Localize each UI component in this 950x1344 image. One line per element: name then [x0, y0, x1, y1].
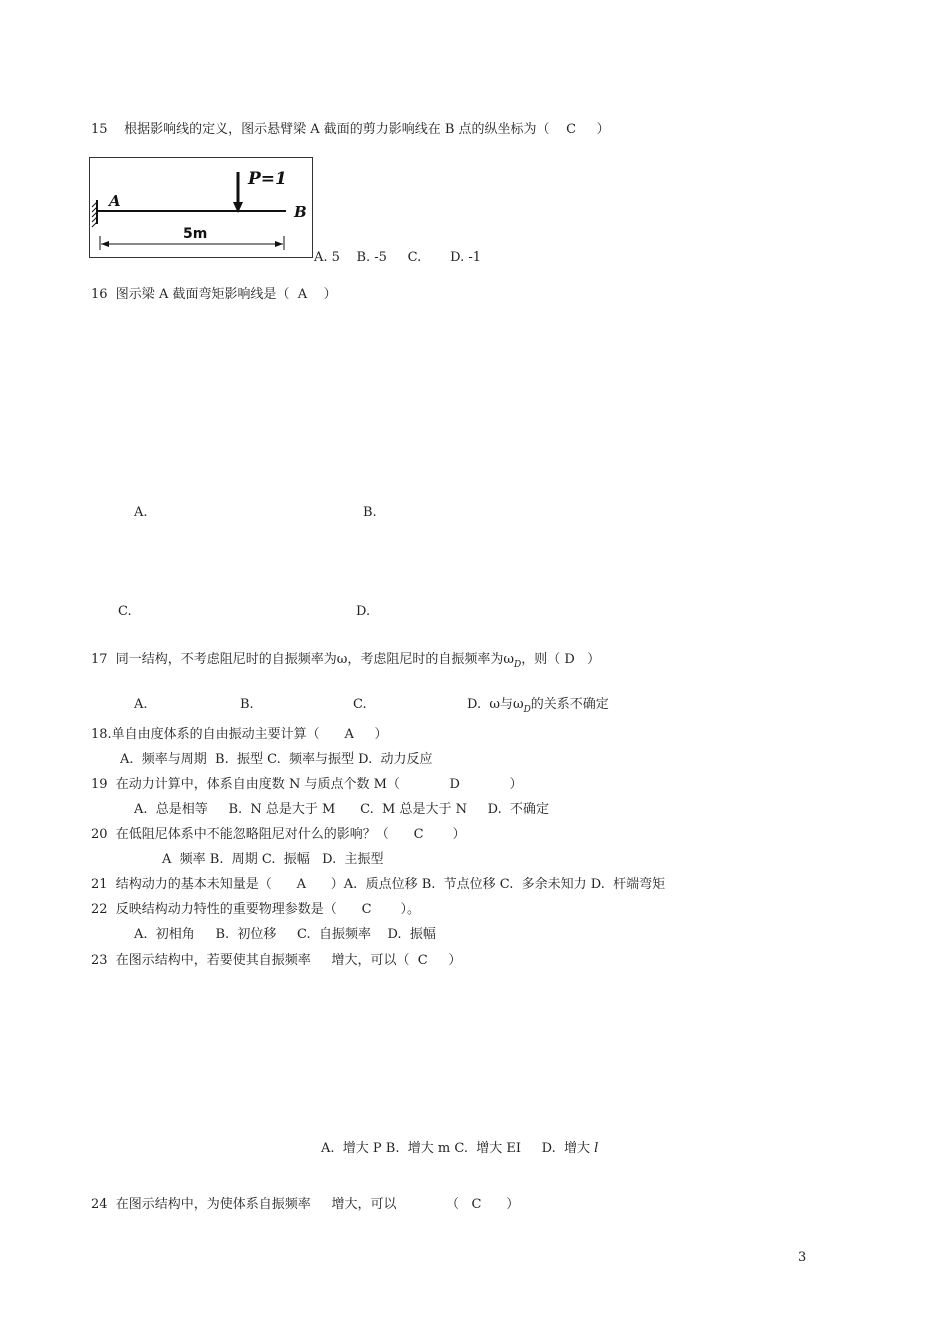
q18-text: 18.单自由度体系的自由振动主要计算（ A ）	[91, 727, 388, 742]
q17-option-d	[467, 697, 609, 714]
q15-text: 15 根据影响线的定义，图示悬臂梁 A 截面的剪力影响线在 B 点的纵坐标为（ C ）	[91, 122, 610, 137]
q23-options-pre: A. 增大 P B. 增大 m C. 增大 EI D. 增大	[321, 1141, 595, 1156]
cantilever-beam-figure	[89, 157, 313, 258]
q23-options-italic: l	[594, 1141, 599, 1156]
q15-options: A. 5 B. -5 C. D. -1	[314, 250, 482, 265]
cantilever-beam-diagram	[90, 158, 314, 259]
q17-option-c: C.	[353, 697, 367, 712]
q19-text: 19 在动力计算中，体系自由度数 N 与质点个数 M（ D ）	[91, 777, 523, 792]
q16-option-d: D.	[356, 604, 371, 619]
q20-options: A 频率 B. 周期 C. 振幅 D. 主振型	[162, 852, 384, 867]
q17-option-d-sub: D	[523, 705, 531, 715]
q16-option-a: A.	[134, 505, 148, 520]
q20-text: 20 在低阻尼体系中不能忽略阻尼对什么的影响？（ C ）	[91, 827, 466, 842]
q21-text: 21 结构动力的基本未知量是（ A ）A. 质点位移 B. 节点位移 C. 多余未知力 D. 杆端弯矩	[91, 877, 666, 892]
q22-text: 22 反映结构动力特性的重要物理参数是（ C ）。	[91, 902, 420, 917]
q18-options: A. 频率与周期 B. 振型 C. 频率与振型 D. 动力反应	[120, 752, 433, 767]
q17-option-b: B.	[240, 697, 254, 712]
q23-options	[321, 1141, 598, 1157]
q23-text: 23 在图示结构中，若要使其自振频率 增大，可以（ C ）	[91, 953, 462, 968]
q17-option-d-pre: D. ω与ω	[467, 697, 524, 712]
load-label: P=1	[248, 169, 287, 189]
q19-options: A. 总是相等 B. N 总是大于 M C. M 总是大于 N D. 不确定	[134, 802, 549, 817]
q16-text: 16 图示梁 A 截面弯矩影响线是（ A ）	[91, 287, 337, 302]
q17-option-d-post: 的关系不确定	[530, 697, 609, 712]
q17-option-a: A.	[134, 697, 148, 712]
q17-text-pre: 17 同一结构，不考虑阻尼时的自振频率为ω，考虑阻尼时的自振频率为ω	[91, 652, 515, 667]
page-number: 3	[798, 1250, 807, 1265]
point-a-label: A	[109, 192, 121, 210]
q17-text-post: ，则（ D ）	[521, 652, 601, 667]
point-b-label: B	[294, 203, 307, 221]
q16-option-b: B.	[363, 505, 377, 520]
q17-text-sub: D	[514, 660, 522, 670]
q16-option-c: C.	[118, 604, 132, 619]
q22-options: A. 初相角 B. 初位移 C. 自振频率 D. 振幅	[134, 927, 436, 942]
q17-text	[91, 652, 600, 669]
q24-text: 24 在图示结构中，为使体系自振频率 增大，可以 （ C ）	[91, 1197, 520, 1212]
length-label: 5m	[183, 226, 208, 242]
